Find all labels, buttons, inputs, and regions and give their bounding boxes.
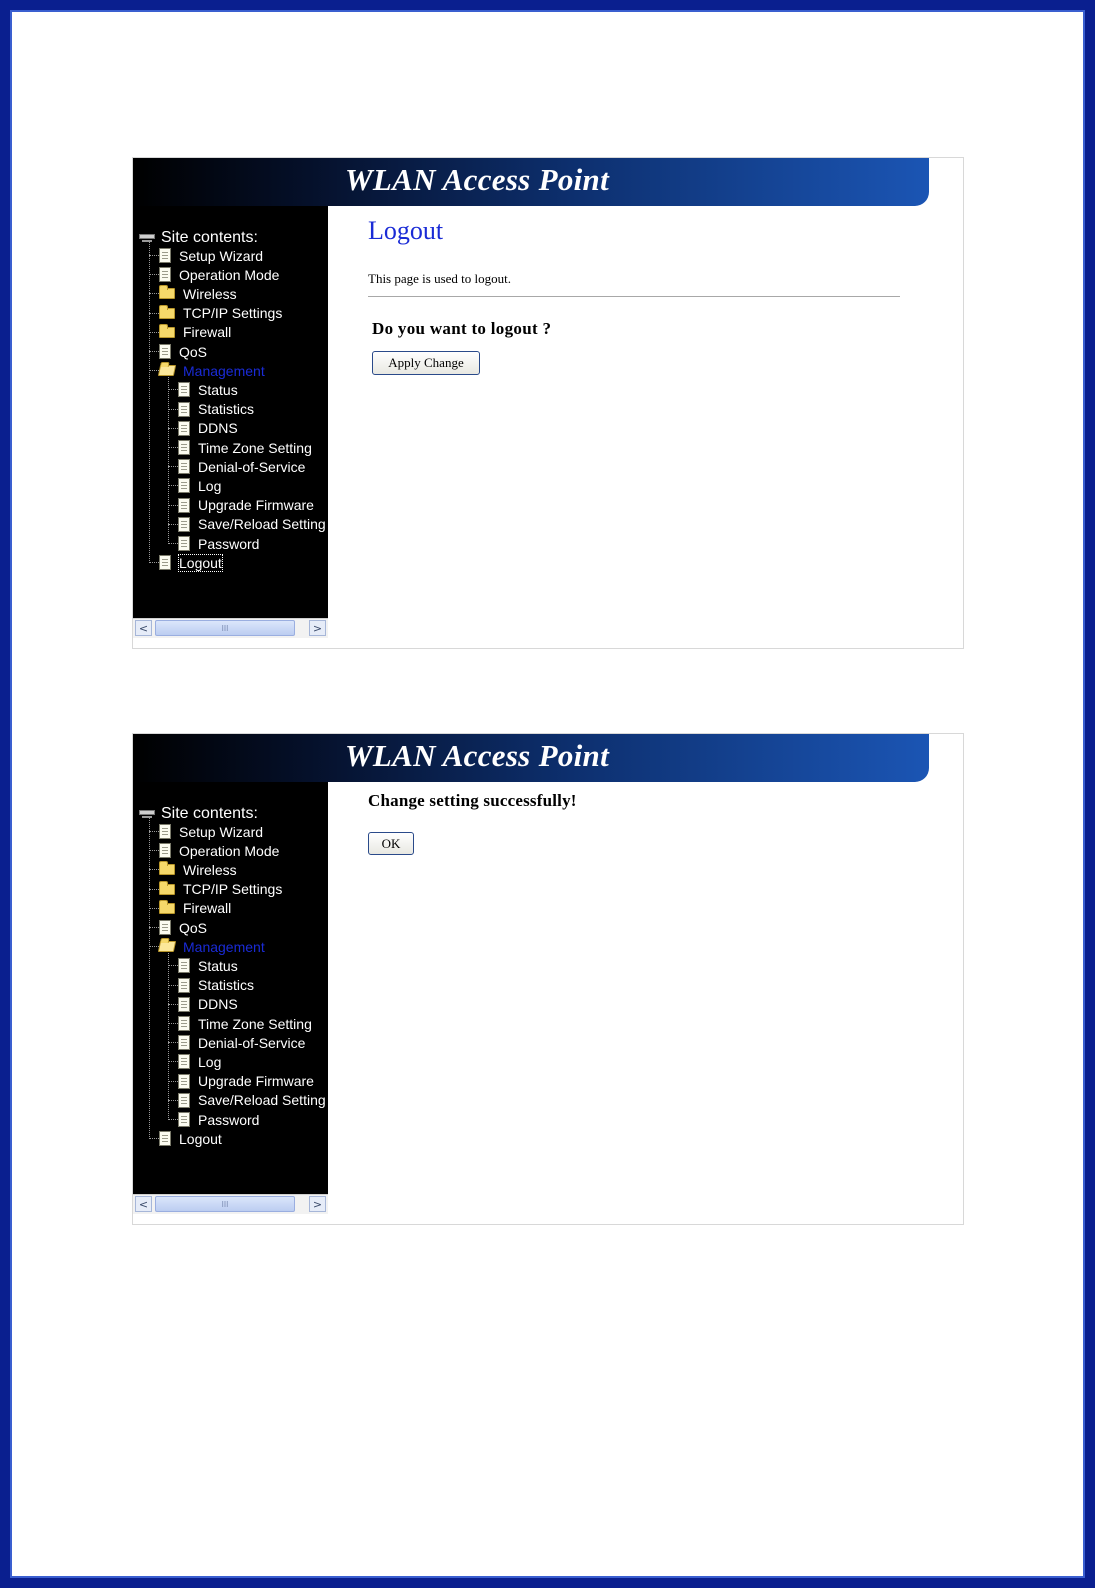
sidebar-item-label: Setup Wizard <box>179 823 264 840</box>
sidebar-scrollbar[interactable] <box>133 1194 328 1214</box>
tree-branch <box>149 927 159 928</box>
sidebar-item-setup-wizard[interactable] <box>149 822 263 841</box>
folder-open-icon <box>158 365 176 376</box>
scroll-right-button[interactable]: > <box>309 620 326 636</box>
document-icon <box>178 478 190 493</box>
sidebar-item-label: Operation Mode <box>179 266 280 283</box>
document-icon <box>178 997 190 1012</box>
sidebar-item-statistics[interactable] <box>168 976 254 995</box>
sidebar-item-label: Firewall <box>183 900 232 917</box>
sidebar-item-label: DDNS <box>198 420 238 437</box>
document-icon <box>178 421 190 436</box>
document-icon <box>178 1035 190 1050</box>
sidebar-item-ddns[interactable] <box>168 419 238 438</box>
sidebar-item-logout[interactable] <box>149 1129 222 1148</box>
document-icon <box>178 459 190 474</box>
document-icon <box>178 382 190 397</box>
sidebar-item-qos[interactable] <box>149 342 207 361</box>
document-icon <box>178 958 190 973</box>
document-icon <box>159 267 171 282</box>
folder-icon <box>159 884 175 895</box>
tree-branch <box>149 370 159 371</box>
sidebar-item-upgrade-firmware[interactable] <box>168 496 314 515</box>
tree-branch <box>168 524 178 525</box>
main-content <box>368 734 928 1204</box>
sidebar-item-log[interactable] <box>168 476 221 495</box>
document-icon <box>159 824 171 839</box>
sidebar-item-password[interactable] <box>168 534 259 553</box>
sidebar-item-ddns[interactable] <box>168 995 238 1014</box>
folder-icon <box>159 903 175 914</box>
network-icon <box>139 808 155 819</box>
sidebar-item-label: Save/Reload Setting <box>198 516 326 533</box>
document-icon <box>159 843 171 858</box>
sidebar-item-label: Firewall <box>183 324 232 341</box>
sidebar-item-save-reload-setting[interactable] <box>168 1091 326 1110</box>
tree-branch <box>149 351 159 352</box>
sidebar-item-statistics[interactable] <box>168 400 254 419</box>
document-icon <box>178 1093 190 1108</box>
sidebar-item-denial-of-service[interactable] <box>168 457 305 476</box>
tree-branch <box>168 1042 178 1043</box>
sidebar-item-operation-mode[interactable] <box>149 841 279 860</box>
sidebar-item-management[interactable] <box>149 937 265 956</box>
sidebar-item-label: Upgrade Firmware <box>198 1073 314 1090</box>
scroll-thumb[interactable] <box>155 620 295 636</box>
tree-branch <box>149 869 159 870</box>
tree-branch <box>168 389 178 390</box>
sidebar-item-tcp-ip-settings[interactable] <box>149 880 282 899</box>
sidebar-item-password[interactable] <box>168 1110 259 1129</box>
tree-branch <box>168 1100 178 1101</box>
tree-branch <box>149 889 159 890</box>
tree-branch <box>149 313 159 314</box>
content-corner <box>328 206 348 226</box>
tree-branch <box>149 274 159 275</box>
scroll-left-button[interactable]: < <box>135 1196 152 1212</box>
sidebar-item-logout[interactable] <box>149 553 222 572</box>
sidebar-item-label: Password <box>198 535 260 552</box>
banner-title: WLAN Access Point <box>345 162 609 197</box>
sidebar-root <box>139 228 258 247</box>
content-corner <box>328 782 348 802</box>
folder-icon <box>159 864 175 875</box>
divider <box>368 296 900 297</box>
scroll-grip: III <box>221 623 229 633</box>
document-icon <box>178 1074 190 1089</box>
document-icon <box>178 440 190 455</box>
page-description: This page is used to logout. <box>368 271 511 286</box>
tree-branch <box>168 485 178 486</box>
tree-branch <box>149 332 159 333</box>
banner-title: WLAN Access Point <box>345 738 609 773</box>
success-message: Change setting successfully! <box>368 791 577 810</box>
document-icon <box>178 517 190 532</box>
sidebar-item-time-zone-setting[interactable] <box>168 1014 312 1033</box>
sidebar-item-label: Statistics <box>198 977 255 994</box>
sidebar-item-label: TCP/IP Settings <box>183 305 283 322</box>
success-page-screenshot <box>132 733 964 1225</box>
sidebar-item-label: DDNS <box>198 996 238 1013</box>
scroll-thumb[interactable] <box>155 1196 295 1212</box>
sidebar-item-label: TCP/IP Settings <box>183 881 283 898</box>
scroll-grip: III <box>221 1199 229 1209</box>
sidebar-item-wireless[interactable] <box>149 284 237 303</box>
sidebar-item-label: Denial-of-Service <box>198 458 306 475</box>
sidebar-item-label: Logout <box>179 554 222 571</box>
folder-icon <box>159 288 175 299</box>
ok-button[interactable]: OK <box>368 832 414 855</box>
document-icon <box>178 536 190 551</box>
sidebar-item-label: QoS <box>179 343 208 360</box>
folder-icon <box>159 327 175 338</box>
tree-branch <box>149 255 159 256</box>
tree-branch <box>149 850 159 851</box>
tree-branch <box>168 428 178 429</box>
tree-branch <box>168 1004 178 1005</box>
document-icon <box>159 344 171 359</box>
page-title: Logout <box>368 216 444 245</box>
sidebar-item-label: Operation Mode <box>179 842 280 859</box>
sidebar-item-label: Log <box>198 477 222 494</box>
document-icon <box>178 1054 190 1069</box>
sidebar-item-operation-mode[interactable] <box>149 265 279 284</box>
sidebar-item-label: QoS <box>179 919 208 936</box>
tree-branch <box>168 1061 178 1062</box>
tree-branch <box>168 409 178 410</box>
sidebar-item-label: Time Zone Setting <box>198 1015 312 1032</box>
sidebar-item-status[interactable] <box>168 380 238 399</box>
tree-branch <box>168 505 178 506</box>
sidebar-item-time-zone-setting[interactable] <box>168 438 312 457</box>
sidebar-item-label: Password <box>198 1111 260 1128</box>
sidebar-item-label: Upgrade Firmware <box>198 497 314 514</box>
tree-branch <box>168 447 178 448</box>
tree-branch <box>168 1023 178 1024</box>
sidebar-item-label: Wireless <box>183 861 237 878</box>
sidebar-item-label: Status <box>198 381 238 398</box>
tree-branch <box>149 562 159 563</box>
sidebar-item-label: Save/Reload Setting <box>198 1092 326 1109</box>
scroll-left-button[interactable]: < <box>135 620 152 636</box>
document-icon <box>178 498 190 513</box>
sidebar-item-setup-wizard[interactable] <box>149 246 263 265</box>
sidebar-root <box>139 804 258 823</box>
scroll-right-button[interactable]: > <box>309 1196 326 1212</box>
tree-branch <box>149 293 159 294</box>
sidebar-item-label: Log <box>198 1053 222 1070</box>
sidebar-item-save-reload-setting[interactable] <box>168 515 326 534</box>
sidebar-item-label: Setup Wizard <box>179 247 264 264</box>
tree-branch <box>168 466 178 467</box>
apply-change-button[interactable]: Apply Change <box>372 351 480 375</box>
sidebar-item-label: Management <box>183 362 265 379</box>
document-icon <box>178 1016 190 1031</box>
sidebar-item-status[interactable] <box>168 956 238 975</box>
sidebar-root-label: Site contents: <box>161 228 258 246</box>
sidebar-item-label: Wireless <box>183 285 237 302</box>
sidebar-item-wireless[interactable] <box>149 860 237 879</box>
sidebar-scrollbar[interactable] <box>133 618 328 638</box>
document-icon <box>159 920 171 935</box>
tree-branch <box>168 965 178 966</box>
document-icon <box>178 1112 190 1127</box>
sidebar-item-label: Denial-of-Service <box>198 1034 306 1051</box>
folder-icon <box>159 308 175 319</box>
sidebar-item-label: Logout <box>179 1130 222 1147</box>
sidebar-item-label: Statistics <box>198 401 255 418</box>
tree-branch <box>168 985 178 986</box>
sidebar-item-denial-of-service[interactable] <box>168 1033 305 1052</box>
sidebar-item-label: Status <box>198 957 238 974</box>
document-icon <box>178 978 190 993</box>
tree-branch <box>168 543 178 544</box>
sidebar-item-log[interactable] <box>168 1052 221 1071</box>
sidebar-item-tcp-ip-settings[interactable] <box>149 304 282 323</box>
tree-branch <box>149 1138 159 1139</box>
document-icon <box>159 248 171 263</box>
tree-branch <box>168 1119 178 1120</box>
sidebar-item-firewall[interactable] <box>149 899 231 918</box>
network-icon <box>139 232 155 243</box>
document-icon <box>159 1131 171 1146</box>
main-content <box>368 158 928 628</box>
tree-branch <box>168 1081 178 1082</box>
logout-page-screenshot <box>132 157 964 649</box>
sidebar-item-label: Time Zone Setting <box>198 439 312 456</box>
sidebar-item-firewall[interactable] <box>149 323 231 342</box>
sidebar-item-qos[interactable] <box>149 918 207 937</box>
tree-branch <box>149 831 159 832</box>
tree-branch <box>149 946 159 947</box>
tree-branch <box>149 908 159 909</box>
sidebar-root-label: Site contents: <box>161 804 258 822</box>
logout-question: Do you want to logout ? <box>372 319 552 338</box>
document-icon <box>159 555 171 570</box>
sidebar-item-upgrade-firmware[interactable] <box>168 1072 314 1091</box>
document-icon <box>178 402 190 417</box>
sidebar-item-management[interactable] <box>149 361 265 380</box>
sidebar-item-label: Management <box>183 938 265 955</box>
folder-open-icon <box>158 941 176 952</box>
